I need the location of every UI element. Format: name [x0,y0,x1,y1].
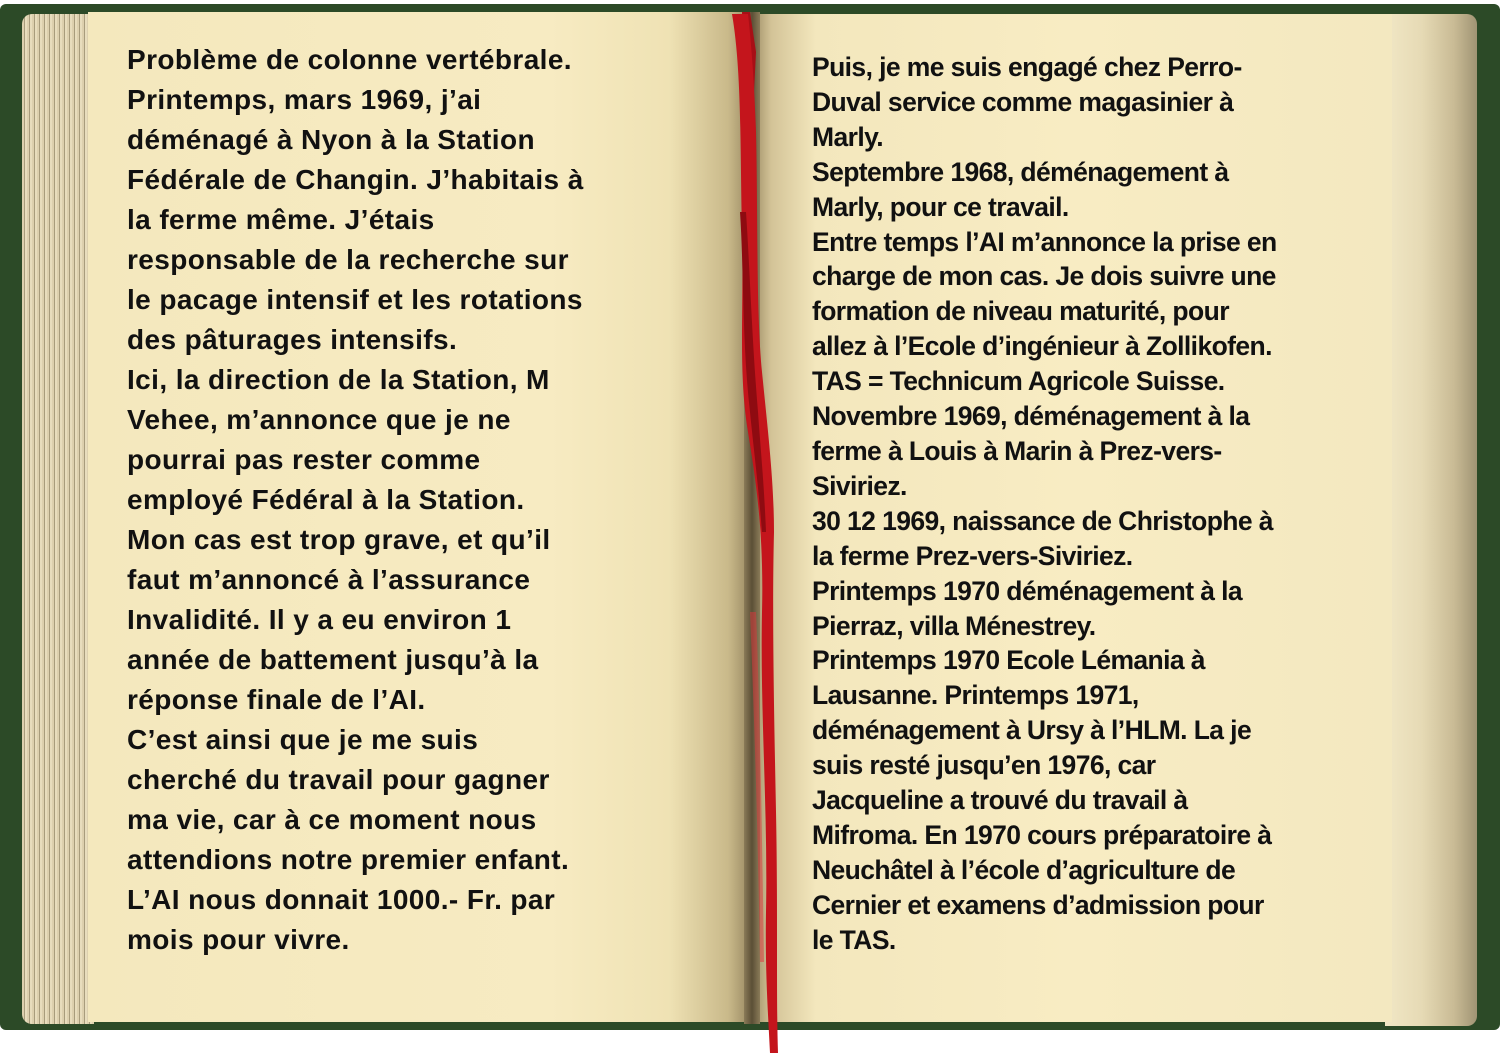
right-page-text: Puis, je me suis engagé chez Perro- Duval service comme magasinier à Marly. Septembre 1968, déménagement à Marly, pour ce travail. Entre temps l’AI m’annonce la prise en charge de mon cas. Je dois suivre une formation de niveau maturité, pour allez à l’Ecole d’ingénieur à Zollikofen. TAS = Technicum Agricole Suisse. Novembre 1969, déménagement à la ferme à Louis à Marin à Prez-vers- Siviriez. 30 12 1969, naissance de Christophe à la ferme Prez-vers-Siviriez. Printemps 1970 déménagement à la Pierraz, villa Ménestrey. Printemps 1970 Ecole Lémania à Lausanne. Printemps 1971, déménagement à Ursy à l’HLM. La je suis resté jusqu’en 1976, car Jacqueline a trouvé du travail à Mifroma. En 1970 cours préparatoire à Neuchâtel à l’école d’agriculture de Cernier et examens d’admission pour le TAS. [812,52,1277,955]
right-page-edges [1385,14,1477,1026]
left-page-text: Problème de colonne vertébrale. Printemps, mars 1969, j’ai déménagé à Nyon à la Station Fédérale de Changin. J’habitais à la ferme même. J’étais responsable de la recherche sur le pacage intensif et les rotations des pâturages intensifs. Ici, la direction de la Station, M Vehee, m’annonce que je ne pourrai pas rester comme employé Fédéral à la Station. Mon cas est trop grave, et qu’il faut m’annoncé à l’assurance Invalidité. Il y a eu environ 1 année de battement jusqu’à la réponse finale de l’AI. C’est ainsi que je me suis cherché du travail pour gagner ma vie, car à ce moment nous attendions notre premier enfant. L’AI nous donnait 1000.- Fr. par mois pour vivre. [127,44,584,955]
ribbon-body [732,14,778,1053]
bookmark-ribbon [728,12,782,1053]
left-page-edges [22,14,94,1024]
